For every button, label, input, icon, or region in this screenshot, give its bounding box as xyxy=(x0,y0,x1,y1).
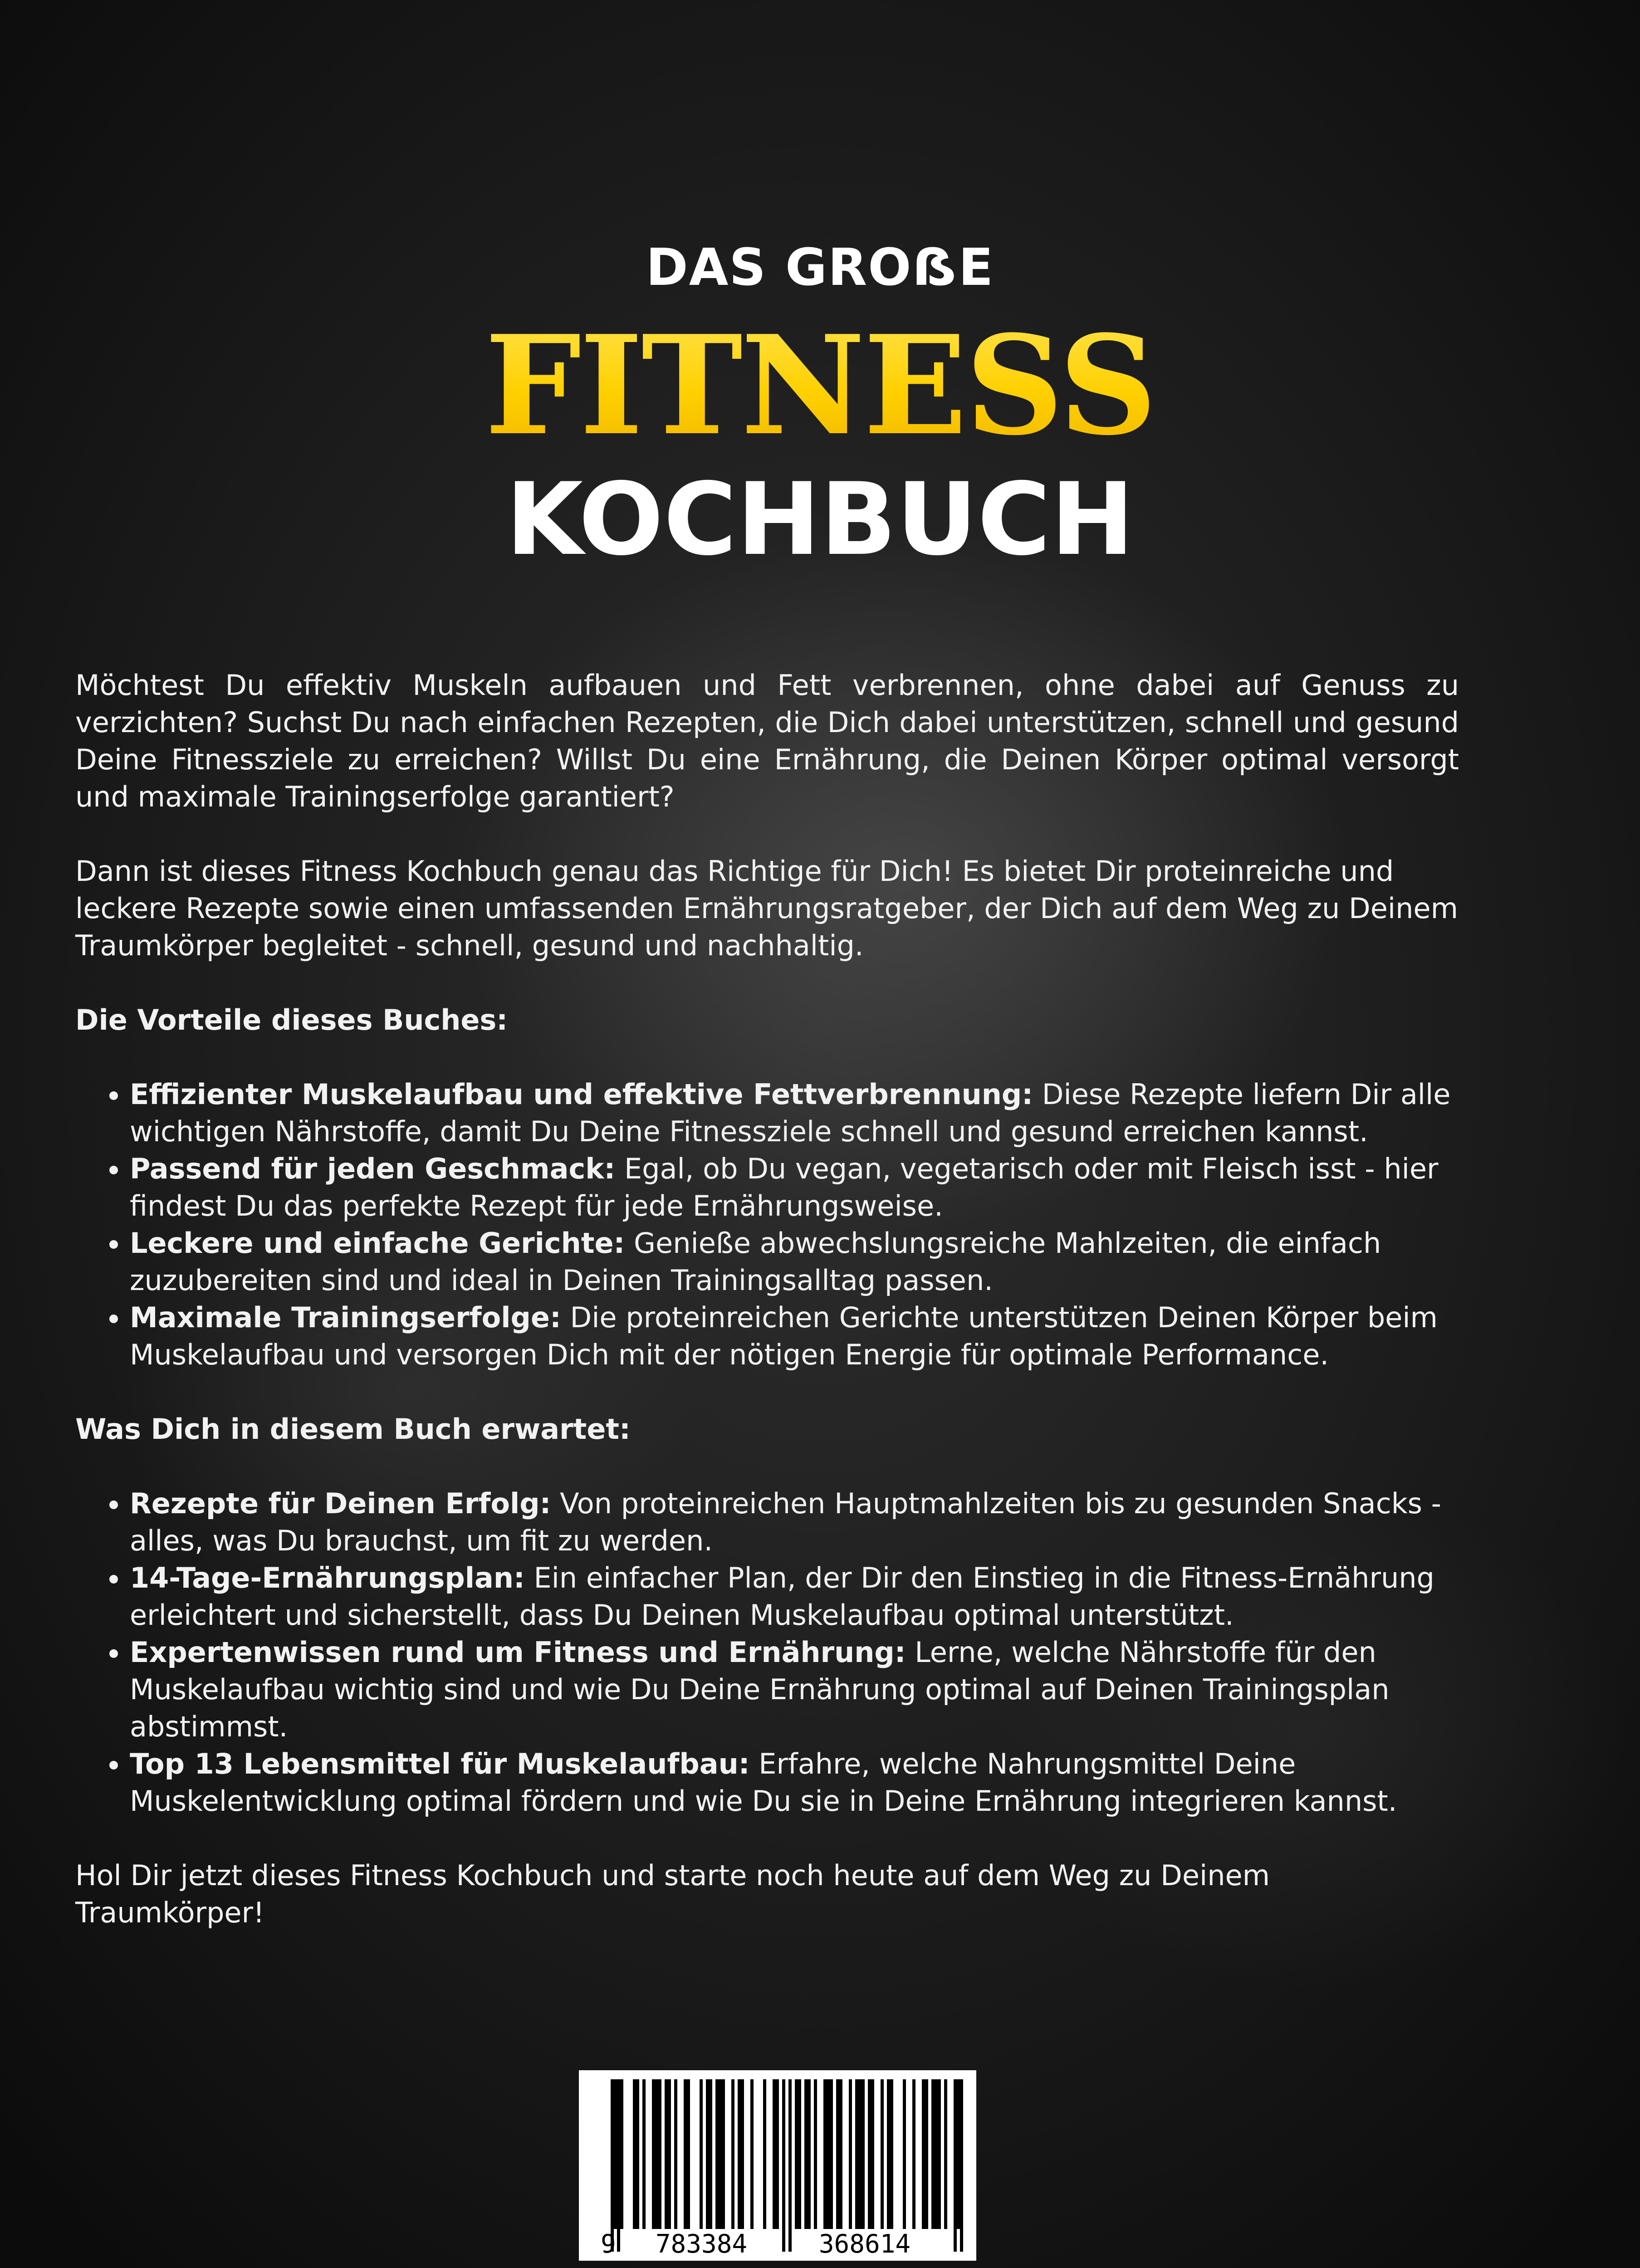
barcode-bar xyxy=(773,2079,779,2229)
barcode-bar xyxy=(912,2079,915,2229)
barcode-guard-bar xyxy=(782,2079,785,2252)
barcode-bar xyxy=(674,2079,677,2229)
barcode-bar xyxy=(795,2079,801,2229)
list-item xyxy=(130,1745,1459,1820)
book-title xyxy=(0,236,1640,576)
barcode-bar xyxy=(706,2079,712,2229)
title-line-3: KOCHBUCH xyxy=(505,461,1135,577)
barcode-digit-first: 9 xyxy=(601,2229,616,2259)
benefits-list xyxy=(75,1076,1459,1374)
list-item-text: Genieße abwechslungsreiche Mahlzeiten, die einfach zuzubereiten sind und ideal in Deinen Trainingsalltag passen. xyxy=(130,1227,1381,1297)
list-item-title: Effizienter Muskelaufbau und effektive Fettverbrennung: xyxy=(130,1078,1033,1111)
list-item-text: Ein einfacher Plan, der Dir den Einstieg in die Fitness-Ernährung erleichtert und sicherstellt, dass Du Deinen Muskelaufbau optimal unterstützt. xyxy=(130,1561,1434,1632)
barcode-bar xyxy=(823,2079,833,2229)
list-item xyxy=(130,1076,1459,1150)
barcode-bar xyxy=(944,2079,947,2229)
barcode-guard-bar xyxy=(788,2079,792,2252)
barcode-bar xyxy=(763,2079,766,2229)
list-item-text: Egal, ob Du vegan, vegetarisch oder mit Fleisch isst - hier findest Du das perfekte Rezept für jede Ernährungsweise. xyxy=(130,1152,1439,1222)
barcode-bar xyxy=(931,2079,941,2229)
list-item xyxy=(130,1634,1459,1745)
list-item-title: Passend für jeden Geschmack: xyxy=(130,1152,616,1185)
isbn-barcode xyxy=(579,2070,976,2261)
list-item xyxy=(130,1225,1459,1299)
barcode-guard-bar xyxy=(954,2079,957,2252)
barcode-bar xyxy=(849,2079,852,2229)
barcode-bar xyxy=(836,2079,842,2229)
barcode-guard-bar xyxy=(611,2079,614,2252)
barcode-bar xyxy=(903,2079,906,2229)
barcode-bar xyxy=(665,2079,671,2229)
list-item xyxy=(130,1485,1459,1559)
barcode-bar xyxy=(804,2079,811,2229)
list-item-title: Top 13 Lebensmittel für Muskelaufbau: xyxy=(130,1747,750,1780)
title-line-2: FITNESS xyxy=(0,313,1640,458)
intro-paragraph-1: Möchtest Du effektiv Muskeln aufbauen und Fett verbrennen, ohne dabei auf Genuss zu verzichten? Suchst Du nach einfachen Rezepten, die Dich dabei unterstützen, schnell und gesund Deine Fitnessziele zu erreichen? Willst Du eine Ernährung, die Deinen Körper optimal versorgt und maximale Trainingserfolge garantiert? xyxy=(75,669,1459,813)
list-item-title: Expertenwissen rund um Fitness und Ernährung: xyxy=(130,1636,906,1669)
barcode-bar xyxy=(652,2079,661,2229)
list-item xyxy=(130,1150,1459,1225)
closing-paragraph: Hol Dir jetzt dieses Fitness Kochbuch und starte noch heute auf dem Weg zu Deinem Traumkörper! xyxy=(75,1859,1270,1929)
barcode-guard-bar xyxy=(617,2079,620,2252)
contents-list xyxy=(75,1485,1459,1820)
barcode-bar xyxy=(814,2079,817,2229)
list-item-text: Lerne, welche Nährstoffe für den Muskelaufbau wichtig sind und wie Du Deine Ernährung optimal auf Deinen Trainingsplan abstimmst. xyxy=(130,1636,1390,1743)
barcode-bar xyxy=(715,2079,725,2229)
barcode-bar xyxy=(855,2079,865,2229)
list-item-text: Erfahre, welche Nahrungsmittel Deine Muskelentwicklung optimal fördern und wie Du sie in Deine Ernährung integrieren kannst. xyxy=(130,1747,1397,1818)
barcode-bar xyxy=(881,2079,884,2229)
list-item xyxy=(130,1299,1459,1374)
barcode-guard-bar xyxy=(960,2079,963,2252)
list-item-text: Die proteinreichen Gerichte unterstützen Deinen Körper beim Muskelaufbau und versorgen Dich mit der nötigen Energie für optimale Performance. xyxy=(130,1301,1438,1371)
barcode-bar xyxy=(642,2079,646,2229)
list-item-title: Rezepte für Deinen Erfolg: xyxy=(130,1487,551,1520)
barcode-bar xyxy=(633,2079,639,2229)
list-item-title: Leckere und einfache Gerichte: xyxy=(130,1227,625,1260)
barcode-bar xyxy=(868,2079,874,2229)
intro-paragraph-2: Dann ist dieses Fitness Kochbuch genau das Richtige für Dich! Es bietet Dir proteinreiche und leckere Rezepte sowie einen umfassenden Ernährungsratgeber, der Dich auf dem Weg zu Deinem Traumkörper begleitet - schnell, gesund und nachhaltig. xyxy=(75,855,1458,962)
contents-heading: Was Dich in diesem Buch erwartet: xyxy=(75,1413,631,1446)
barcode-bar xyxy=(922,2079,928,2229)
barcode-bar xyxy=(700,2079,703,2229)
barcode-group-right: 368614 xyxy=(818,2229,911,2259)
list-item-text: Diese Rezepte liefern Dir alle wichtigen Nährstoffe, damit Du Deine Fitnessziele schnell und gesund erreichen kannst. xyxy=(130,1078,1451,1148)
barcode-bar xyxy=(731,2079,734,2229)
list-item-title: Maximale Trainingserfolge: xyxy=(130,1301,561,1334)
list-item-text: Von proteinreichen Hauptmahlzeiten bis zu gesunden Snacks - alles, was Du brauchst, um fit zu werden. xyxy=(130,1487,1442,1557)
benefits-heading: Die Vorteile dieses Buches: xyxy=(75,1003,508,1036)
barcode-bar xyxy=(887,2079,893,2229)
barcode-bar xyxy=(620,2079,623,2229)
barcode-group-left: 783384 xyxy=(655,2229,748,2259)
list-item xyxy=(130,1559,1459,1634)
barcode-bar xyxy=(738,2079,744,2229)
list-item-title: 14-Tage-Ernährungsplan: xyxy=(130,1561,525,1594)
barcode-bar xyxy=(750,2079,754,2229)
blurb xyxy=(75,667,1459,1969)
title-line-1: DAS GROẞE xyxy=(646,238,994,297)
barcode-bar xyxy=(684,2079,690,2229)
